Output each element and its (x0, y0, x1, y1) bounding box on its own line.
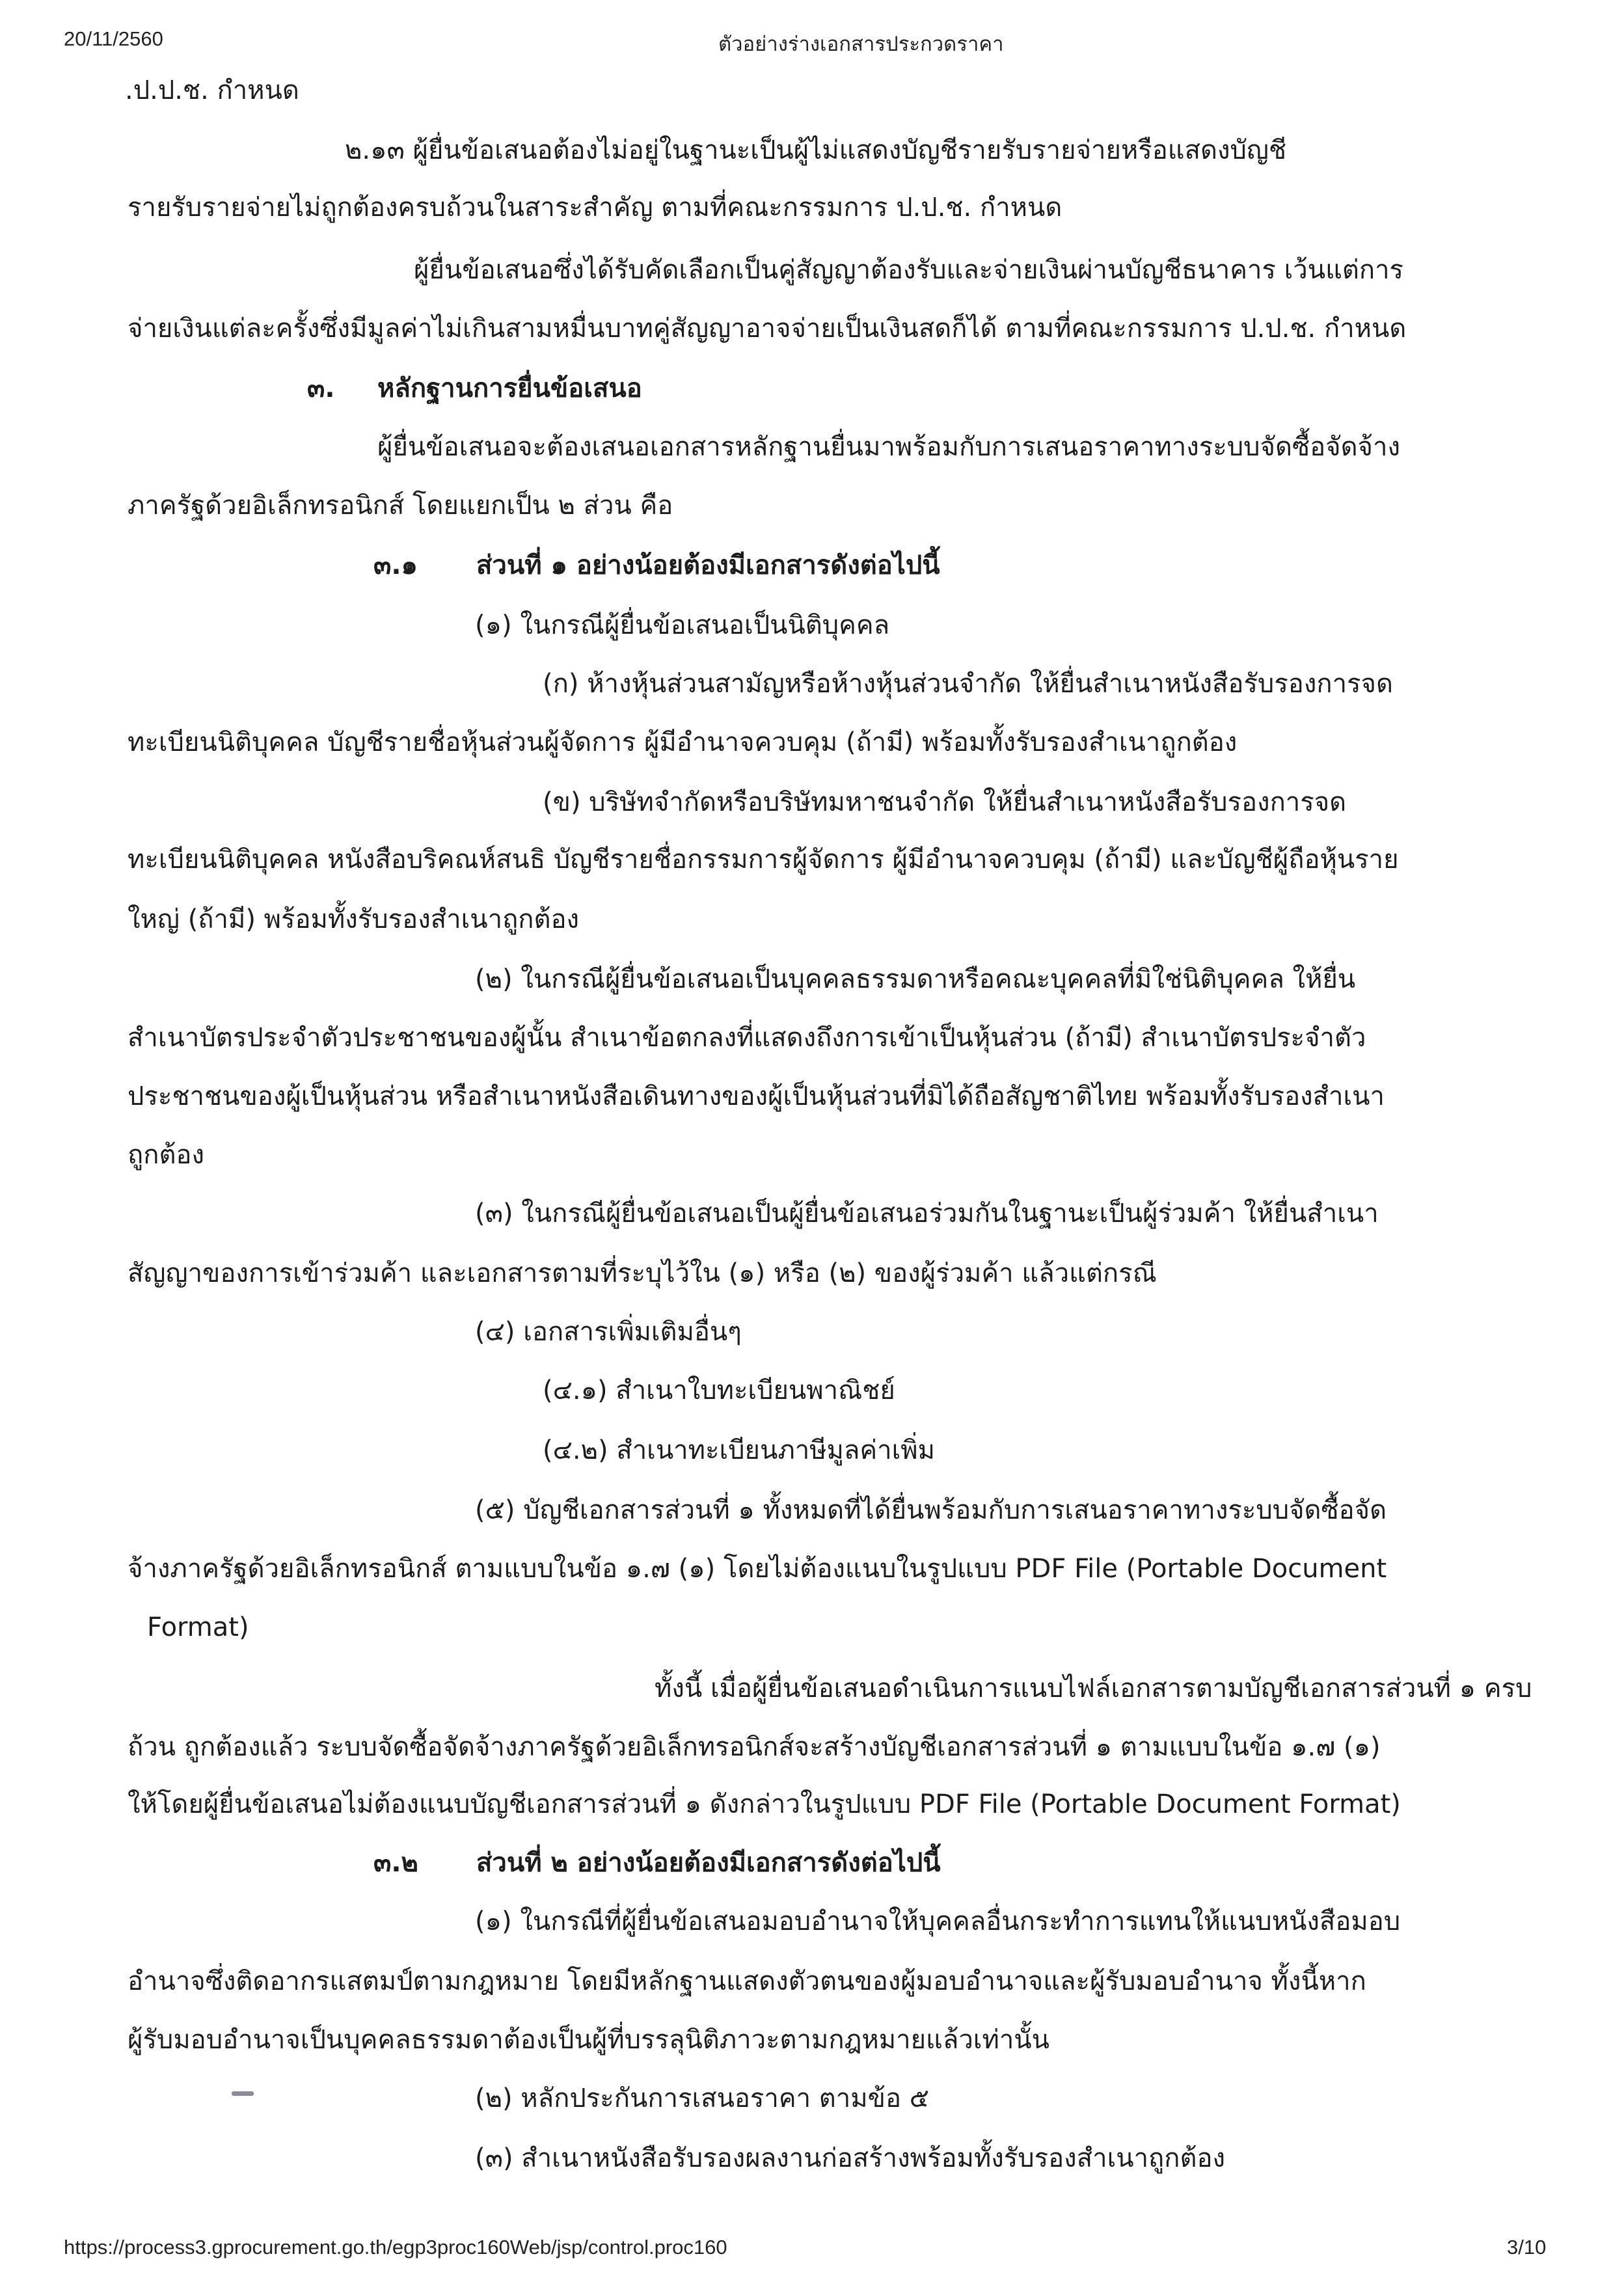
text-line: สัญญาของการเข้าร่วมค้า และเอกสารตามที่ระบุไว้ใน (๑) หรือ (๒) ของผู้ร่วมค้า แล้วแต่กรณี (128, 1258, 1157, 1288)
text-line: (๒) ในกรณีผู้ยื่นข้อเสนอเป็นบุคคลธรรมดาหรือคณะบุคคลที่มิใช่นิติบุคคล ให้ยื่น (475, 964, 1356, 994)
subsection-heading: ส่วนที่ ๑ อย่างน้อยต้องมีเอกสารดังต่อไปนี้ (476, 550, 940, 580)
text-line: ทะเบียนนิติบุคคล หนังสือบริคณห์สนธิ บัญชีรายชื่อกรรมการผู้จัดการ ผู้มีอำนาจควบคุม (ถ้ามี) และบัญชีผู้ถือหุ้นราย (128, 845, 1399, 875)
text-line: ประชาชนของผู้เป็นหุ้นส่วน หรือสำเนาหนังสือเดินทางของผู้เป็นหุ้นส่วนที่มิได้ถือสัญชาติไทย พร้อมทั้งรับรองสำเนา (128, 1081, 1385, 1111)
text-line: (ก) ห้างหุ้นส่วนสามัญหรือห้างหุ้นส่วนจำกัด ให้ยื่นสำเนาหนังสือรับรองการจด (543, 669, 1393, 699)
section-number: ๓. (307, 373, 335, 403)
text-line: ทั้งนี้ เมื่อผู้ยื่นข้อเสนอดำเนินการแนบไฟล์เอกสารตามบัญชีเอกสารส่วนที่ ๑ ครบ (655, 1674, 1532, 1703)
text-line: (ข) บริษัทจำกัดหรือบริษัทมหาชนจำกัด ให้ยื่นสำเนาหนังสือรับรองการจด (543, 787, 1347, 817)
text-line: .ป.ป.ช. กำหนด (125, 75, 299, 105)
subsection-number: ๓.๒ (373, 1848, 418, 1878)
text-line: (๔) เอกสารเพิ่มเติมอื่นๆ (475, 1317, 742, 1347)
text-line: สำเนาบัตรประจำตัวประชาชนของผู้นั้น สำเนาข้อตกลงที่แสดงถึงการเข้าเป็นหุ้นส่วน (ถ้ามี) สำเนาบัตรประจำตัว (128, 1023, 1366, 1053)
footer-url: https://process3.gprocurement.go.th/egp3proc160Web/jsp/control.proc160 (64, 2236, 727, 2259)
text-line: ถูกต้อง (128, 1140, 204, 1170)
text-line: ผู้ยื่นข้อเสนอจะต้องเสนอเอกสารหลักฐานยื่นมาพร้อมกับการเสนอราคาทางระบบจัดซื้อจัดจ้าง (377, 432, 1400, 462)
text-line: (๔.๒) สำเนาทะเบียนภาษีมูลค่าเพิ่ม (543, 1435, 936, 1465)
scan-mark (232, 2091, 254, 2096)
text-line: ใหญ่ (ถ้ามี) พร้อมทั้งรับรองสำเนาถูกต้อง (128, 904, 580, 934)
print-title: ตัวอย่างร่างเอกสารประกวดราคา (718, 33, 1004, 55)
text-line: ทะเบียนนิติบุคคล บัญชีรายชื่อหุ้นส่วนผู้จัดการ ผู้มีอำนาจควบคุม (ถ้ามี) พร้อมทั้งรับรองสำเนาถูกต้อง (128, 727, 1238, 757)
subsection-number: ๓.๑ (373, 550, 418, 580)
text-line: (๑) ในกรณีที่ผู้ยื่นข้อเสนอมอบอำนาจให้บุคคลอื่นกระทำการแทนให้แนบหนังสือมอบ (475, 1907, 1401, 1936)
text-line: ผู้ยื่นข้อเสนอซึ่งได้รับคัดเลือกเป็นคู่สัญญาต้องรับและจ่ายเงินผ่านบัญชีธนาคาร เว้นแต่การ (414, 255, 1404, 285)
text-line: ภาครัฐด้วยอิเล็กทรอนิกส์ โดยแยกเป็น ๒ ส่วน คือ (128, 491, 673, 521)
text-line: Format) (147, 1612, 249, 1642)
text-line: ๒.๑๓ ผู้ยื่นข้อเสนอต้องไม่อยู่ในฐานะเป็นผู้ไม่แสดงบัญชีรายรับรายจ่ายหรือแสดงบัญชี (345, 135, 1287, 165)
text-line: จ่ายเงินแต่ละครั้งซึ่งมีมูลค่าไม่เกินสามหมื่นบาทคู่สัญญาอาจจ่ายเป็นเงินสดก็ได้ ตามที่คณะกรรมการ ป.ป.ช. กำหนด (128, 314, 1407, 344)
text-line: (๕) บัญชีเอกสารส่วนที่ ๑ ทั้งหมดที่ได้ยื่นพร้อมกับการเสนอราคาทางระบบจัดซื้อจัด (475, 1495, 1387, 1525)
section-heading: หลักฐานการยื่นข้อเสนอ (377, 373, 642, 403)
text-line: รายรับรายจ่ายไม่ถูกต้องครบถ้วนในสาระสำคัญ ตามที่คณะกรรมการ ป.ป.ช. กำหนด (128, 193, 1062, 223)
text-line: จ้างภาครัฐด้วยอิเล็กทรอนิกส์ ตามแบบในข้อ ๑.๗ (๑) โดยไม่ต้องแนบในรูปแบบ PDF File (Portable Document (128, 1554, 1387, 1584)
text-line: ผู้รับมอบอำนาจเป็นบุคคลธรรมดาต้องเป็นผู้ที่บรรลุนิติภาวะตามกฎหมายแล้วเท่านั้น (128, 2025, 1049, 2055)
text-line: ถ้วน ถูกต้องแล้ว ระบบจัดซื้อจัดจ้างภาครัฐด้วยอิเล็กทรอนิกส์จะสร้างบัญชีเอกสารส่วนที่ ๑ ตามแบบในข้อ ๑.๗ (๑) (128, 1732, 1381, 1762)
text-line: (๔.๑) สำเนาใบทะเบียนพาณิชย์ (543, 1376, 895, 1405)
text-line: (๑) ในกรณีผู้ยื่นข้อเสนอเป็นนิติบุคคล (475, 610, 890, 640)
text-line: ให้โดยผู้ยื่นข้อเสนอไม่ต้องแนบบัญชีเอกสารส่วนที่ ๑ ดังกล่าวในรูปแบบ PDF File (Portable Document Format) (128, 1789, 1401, 1819)
text-line: อำนาจซึ่งติดอากรแสตมป์ตามกฎหมาย โดยมีหลักฐานแสดงตัวตนของผู้มอบอำนาจและผู้รับมอบอำนาจ ทั้งนี้หาก (128, 1966, 1366, 1996)
print-date: 20/11/2560 (64, 27, 163, 50)
text-line: (๒) หลักประกันการเสนอราคา ตามข้อ ๕ (475, 2083, 929, 2113)
text-line: (๓) สำเนาหนังสือรับรองผลงานก่อสร้างพร้อมทั้งรับรองสำเนาถูกต้อง (475, 2143, 1226, 2173)
text-line: (๓) ในกรณีผู้ยื่นข้อเสนอเป็นผู้ยื่นข้อเสนอร่วมกันในฐานะเป็นผู้ร่วมค้า ให้ยื่นสำเนา (475, 1199, 1379, 1228)
page-number: 3/10 (1507, 2236, 1547, 2259)
subsection-heading: ส่วนที่ ๒ อย่างน้อยต้องมีเอกสารดังต่อไปนี้ (476, 1848, 941, 1878)
